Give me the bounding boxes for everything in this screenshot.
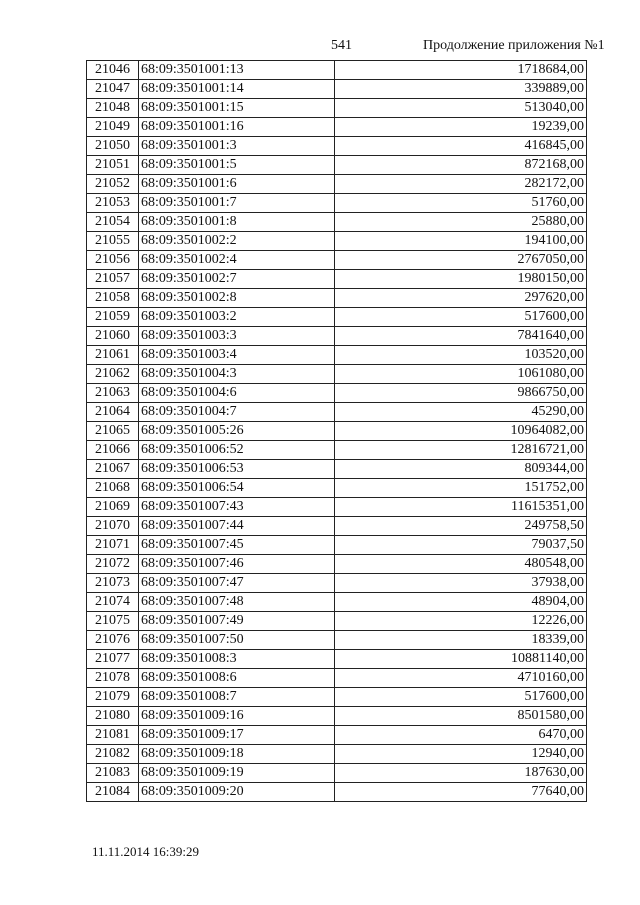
table-row xyxy=(87,346,587,365)
row-number-cell: 21058 xyxy=(87,289,139,308)
row-number-cell: 21071 xyxy=(87,536,139,555)
value-cell: 6470,00 xyxy=(335,726,587,745)
cadastral-number-cell: 68:09:3501001:15 xyxy=(139,99,335,118)
value-cell: 809344,00 xyxy=(335,460,587,479)
row-number-cell: 21078 xyxy=(87,669,139,688)
row-number-cell: 21069 xyxy=(87,498,139,517)
value-cell: 18339,00 xyxy=(335,631,587,650)
table-row xyxy=(87,498,587,517)
row-number-cell: 21059 xyxy=(87,308,139,327)
cadastral-number-cell: 68:09:3501001:5 xyxy=(139,156,335,175)
value-cell: 48904,00 xyxy=(335,593,587,612)
cadastral-number-cell: 68:09:3501002:8 xyxy=(139,289,335,308)
row-number-cell: 21070 xyxy=(87,517,139,536)
table-row xyxy=(87,327,587,346)
row-number-cell: 21063 xyxy=(87,384,139,403)
cadastral-number-cell: 68:09:3501001:6 xyxy=(139,175,335,194)
row-number-cell: 21056 xyxy=(87,251,139,270)
table-row xyxy=(87,669,587,688)
table-row xyxy=(87,688,587,707)
row-number-cell: 21068 xyxy=(87,479,139,498)
row-number-cell: 21075 xyxy=(87,612,139,631)
cadastral-number-cell: 68:09:3501008:7 xyxy=(139,688,335,707)
value-cell: 339889,00 xyxy=(335,80,587,99)
table-row xyxy=(87,517,587,536)
table-row xyxy=(87,536,587,555)
cadastral-number-cell: 68:09:3501004:7 xyxy=(139,403,335,422)
value-cell: 11615351,00 xyxy=(335,498,587,517)
table-row xyxy=(87,289,587,308)
cadastral-number-cell: 68:09:3501007:46 xyxy=(139,555,335,574)
cadastral-number-cell: 68:09:3501007:50 xyxy=(139,631,335,650)
row-number-cell: 21074 xyxy=(87,593,139,612)
cadastral-number-cell: 68:09:3501009:17 xyxy=(139,726,335,745)
cadastral-number-cell: 68:09:3501007:44 xyxy=(139,517,335,536)
row-number-cell: 21065 xyxy=(87,422,139,441)
table-row xyxy=(87,650,587,669)
table-row xyxy=(87,365,587,384)
value-cell: 103520,00 xyxy=(335,346,587,365)
row-number-cell: 21055 xyxy=(87,232,139,251)
value-cell: 1718684,00 xyxy=(335,61,587,80)
cadastral-number-cell: 68:09:3501003:4 xyxy=(139,346,335,365)
value-cell: 51760,00 xyxy=(335,194,587,213)
row-number-cell: 21053 xyxy=(87,194,139,213)
table-row xyxy=(87,745,587,764)
cadastral-number-cell: 68:09:3501005:26 xyxy=(139,422,335,441)
table-row xyxy=(87,441,587,460)
value-cell: 1980150,00 xyxy=(335,270,587,289)
row-number-cell: 21079 xyxy=(87,688,139,707)
value-cell: 282172,00 xyxy=(335,175,587,194)
value-cell: 151752,00 xyxy=(335,479,587,498)
cadastral-number-cell: 68:09:3501002:7 xyxy=(139,270,335,289)
cadastral-number-cell: 68:09:3501006:53 xyxy=(139,460,335,479)
cadastral-number-cell: 68:09:3501002:2 xyxy=(139,232,335,251)
table-row xyxy=(87,270,587,289)
value-cell: 12226,00 xyxy=(335,612,587,631)
cadastral-number-cell: 68:09:3501001:16 xyxy=(139,118,335,137)
table-row xyxy=(87,783,587,802)
row-number-cell: 21064 xyxy=(87,403,139,422)
value-cell: 77640,00 xyxy=(335,783,587,802)
table-row xyxy=(87,707,587,726)
table-row xyxy=(87,479,587,498)
table-row xyxy=(87,118,587,137)
value-cell: 19239,00 xyxy=(335,118,587,137)
table-row xyxy=(87,460,587,479)
row-number-cell: 21062 xyxy=(87,365,139,384)
value-cell: 480548,00 xyxy=(335,555,587,574)
value-cell: 7841640,00 xyxy=(335,327,587,346)
value-cell: 297620,00 xyxy=(335,289,587,308)
cadastral-number-cell: 68:09:3501001:8 xyxy=(139,213,335,232)
table-row xyxy=(87,232,587,251)
table-row xyxy=(87,403,587,422)
table-row xyxy=(87,194,587,213)
table-row xyxy=(87,99,587,118)
row-number-cell: 21083 xyxy=(87,764,139,783)
table-row xyxy=(87,422,587,441)
table-row xyxy=(87,308,587,327)
table-row xyxy=(87,251,587,270)
row-number-cell: 21047 xyxy=(87,80,139,99)
value-cell: 12940,00 xyxy=(335,745,587,764)
value-cell: 8501580,00 xyxy=(335,707,587,726)
cadastral-number-cell: 68:09:3501009:16 xyxy=(139,707,335,726)
value-cell: 10964082,00 xyxy=(335,422,587,441)
cadastral-number-cell: 68:09:3501004:6 xyxy=(139,384,335,403)
cadastral-number-cell: 68:09:3501008:6 xyxy=(139,669,335,688)
table-row xyxy=(87,764,587,783)
table-row xyxy=(87,593,587,612)
table-row xyxy=(87,555,587,574)
row-number-cell: 21060 xyxy=(87,327,139,346)
table-row xyxy=(87,574,587,593)
value-cell: 37938,00 xyxy=(335,574,587,593)
row-number-cell: 21046 xyxy=(87,61,139,80)
table-row xyxy=(87,384,587,403)
row-number-cell: 21050 xyxy=(87,137,139,156)
row-number-cell: 21054 xyxy=(87,213,139,232)
value-cell: 517600,00 xyxy=(335,688,587,707)
cadastral-number-cell: 68:09:3501001:14 xyxy=(139,80,335,99)
cadastral-number-cell: 68:09:3501009:19 xyxy=(139,764,335,783)
row-number-cell: 21061 xyxy=(87,346,139,365)
value-cell: 416845,00 xyxy=(335,137,587,156)
cadastral-number-cell: 68:09:3501007:48 xyxy=(139,593,335,612)
cadastral-number-cell: 68:09:3501002:4 xyxy=(139,251,335,270)
cadastral-number-cell: 68:09:3501009:20 xyxy=(139,783,335,802)
cadastral-number-cell: 68:09:3501004:3 xyxy=(139,365,335,384)
row-number-cell: 21067 xyxy=(87,460,139,479)
registry-table-body xyxy=(87,61,587,802)
row-number-cell: 21066 xyxy=(87,441,139,460)
row-number-cell: 21076 xyxy=(87,631,139,650)
cadastral-number-cell: 68:09:3501003:3 xyxy=(139,327,335,346)
value-cell: 4710160,00 xyxy=(335,669,587,688)
value-cell: 12816721,00 xyxy=(335,441,587,460)
table-row xyxy=(87,137,587,156)
cadastral-number-cell: 68:09:3501007:45 xyxy=(139,536,335,555)
row-number-cell: 21049 xyxy=(87,118,139,137)
value-cell: 513040,00 xyxy=(335,99,587,118)
registry-table xyxy=(86,60,587,802)
value-cell: 1061080,00 xyxy=(335,365,587,384)
value-cell: 25880,00 xyxy=(335,213,587,232)
row-number-cell: 21052 xyxy=(87,175,139,194)
row-number-cell: 21081 xyxy=(87,726,139,745)
table-row xyxy=(87,156,587,175)
row-number-cell: 21080 xyxy=(87,707,139,726)
cadastral-number-cell: 68:09:3501008:3 xyxy=(139,650,335,669)
table-row xyxy=(87,631,587,650)
table-row xyxy=(87,80,587,99)
page-number: 541 xyxy=(331,38,352,53)
page-caption: Продолжение приложения №1 xyxy=(423,38,605,53)
cadastral-number-cell: 68:09:3501007:47 xyxy=(139,574,335,593)
table-row xyxy=(87,213,587,232)
cadastral-number-cell: 68:09:3501001:3 xyxy=(139,137,335,156)
row-number-cell: 21048 xyxy=(87,99,139,118)
cadastral-number-cell: 68:09:3501003:2 xyxy=(139,308,335,327)
cadastral-number-cell: 68:09:3501001:13 xyxy=(139,61,335,80)
table-row xyxy=(87,612,587,631)
value-cell: 45290,00 xyxy=(335,403,587,422)
row-number-cell: 21077 xyxy=(87,650,139,669)
row-number-cell: 21072 xyxy=(87,555,139,574)
value-cell: 194100,00 xyxy=(335,232,587,251)
cadastral-number-cell: 68:09:3501006:52 xyxy=(139,441,335,460)
row-number-cell: 21084 xyxy=(87,783,139,802)
table-row xyxy=(87,175,587,194)
cadastral-number-cell: 68:09:3501007:43 xyxy=(139,498,335,517)
row-number-cell: 21082 xyxy=(87,745,139,764)
value-cell: 517600,00 xyxy=(335,308,587,327)
table-row xyxy=(87,61,587,80)
row-number-cell: 21073 xyxy=(87,574,139,593)
footer-timestamp: 11.11.2014 16:39:29 xyxy=(92,844,200,859)
cadastral-number-cell: 68:09:3501006:54 xyxy=(139,479,335,498)
row-number-cell: 21057 xyxy=(87,270,139,289)
value-cell: 79037,50 xyxy=(335,536,587,555)
value-cell: 10881140,00 xyxy=(335,650,587,669)
row-number-cell: 21051 xyxy=(87,156,139,175)
cadastral-number-cell: 68:09:3501009:18 xyxy=(139,745,335,764)
table-row xyxy=(87,726,587,745)
cadastral-number-cell: 68:09:3501001:7 xyxy=(139,194,335,213)
value-cell: 2767050,00 xyxy=(335,251,587,270)
value-cell: 872168,00 xyxy=(335,156,587,175)
value-cell: 249758,50 xyxy=(335,517,587,536)
value-cell: 9866750,00 xyxy=(335,384,587,403)
cadastral-number-cell: 68:09:3501007:49 xyxy=(139,612,335,631)
value-cell: 187630,00 xyxy=(335,764,587,783)
